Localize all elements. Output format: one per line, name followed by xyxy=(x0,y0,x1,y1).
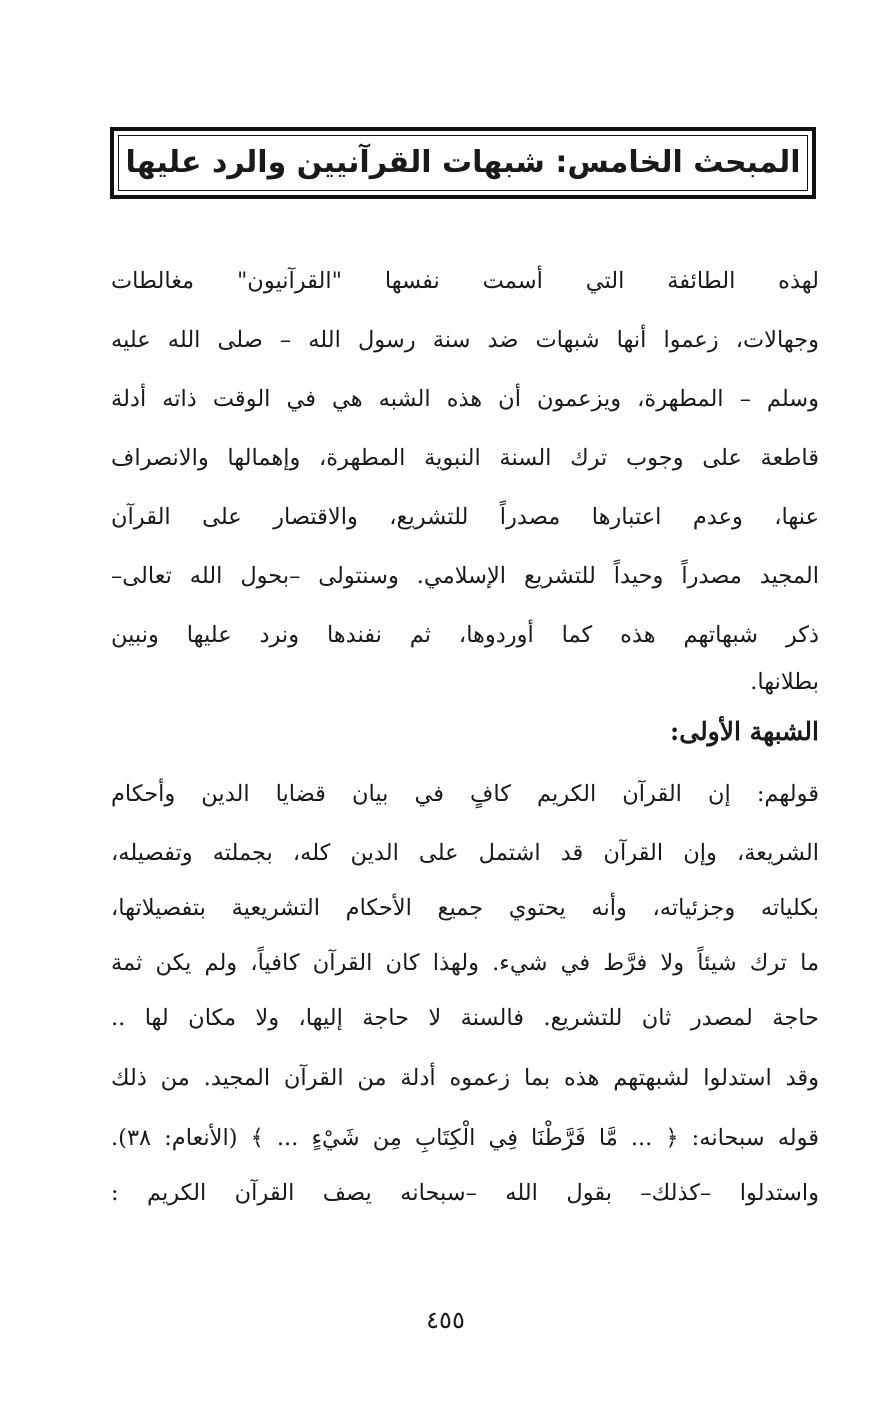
paragraph-line: ذكر شبهاتهم هذه كما أوردوها، ثم نفندها ونرد عليها ونبين xyxy=(111,622,819,648)
paragraph-line-quran-quote: قوله سبحانه: ﴿ ... مَّا فَرَّطْنَا فِي الْكِتَابِ مِن شَيْءٍ ... ﴾ (الأنعام: ٣٨). xyxy=(111,1125,819,1151)
paragraph-line: وسلم – المطهرة، ويزعمون أن هذه الشبه هي في الوقت ذاته أدلة xyxy=(111,386,819,412)
paragraph-line: بطلانها. xyxy=(750,669,819,695)
section-title-box xyxy=(110,127,816,199)
paragraph-line: وجهالات، زعموا أنها شبهات ضد سنة رسول الله – صلى الله عليه xyxy=(111,327,819,353)
paragraph-line: ما ترك شيئاً ولا فرَّط في شيء. ولهذا كان القرآن كافياً، ولم يكن ثمة xyxy=(111,950,819,976)
paragraph-line: قاطعة على وجوب ترك السنة النبوية المطهرة، وإهمالها والانصراف xyxy=(111,445,819,471)
paragraph-line: الشريعة، وإن القرآن قد اشتمل على الدين كله، بجملته وتفصيله، xyxy=(111,840,819,866)
paragraph-line: قولهم: إن القرآن الكريم كافٍ في بيان قضايا الدين وأحكام xyxy=(111,781,819,807)
section-title: المبحث الخامس: شبهات القرآنيين والرد عليها xyxy=(125,145,801,180)
paragraph-line: المجيد مصدراً وحيداً للتشريع الإسلامي. وسنتولى –بحول الله تعالى– xyxy=(111,563,819,589)
page-number: ٤٥٥ xyxy=(426,1306,465,1334)
paragraph-line: عنها، وعدم اعتبارها مصدراً للتشريع، والاقتصار على القرآن xyxy=(111,504,819,530)
paragraph-line: وقد استدلوا لشبهتهم هذه بما زعموه أدلة من القرآن المجيد. من ذلك xyxy=(111,1065,819,1091)
section-title-inner-border xyxy=(118,135,808,191)
paragraph-line: حاجة لمصدر ثان للتشريع. فالسنة لا حاجة إليها، ولا مكان لها .. xyxy=(111,1005,819,1031)
paragraph-line: بكلياته وجزئياته، وأنه يحتوي جميع الأحكام التشريعية بتفصيلاتها، xyxy=(111,895,819,921)
subheading-first-doubt: الشبهة الأولى: xyxy=(670,717,819,746)
paragraph-line: لهذه الطائفة التي أسمت نفسها "القرآنيون" مغالطات xyxy=(111,268,819,294)
paragraph-line: واستدلوا –كذلك– بقول الله –سبحانه يصف القرآن الكريم : xyxy=(111,1180,819,1206)
